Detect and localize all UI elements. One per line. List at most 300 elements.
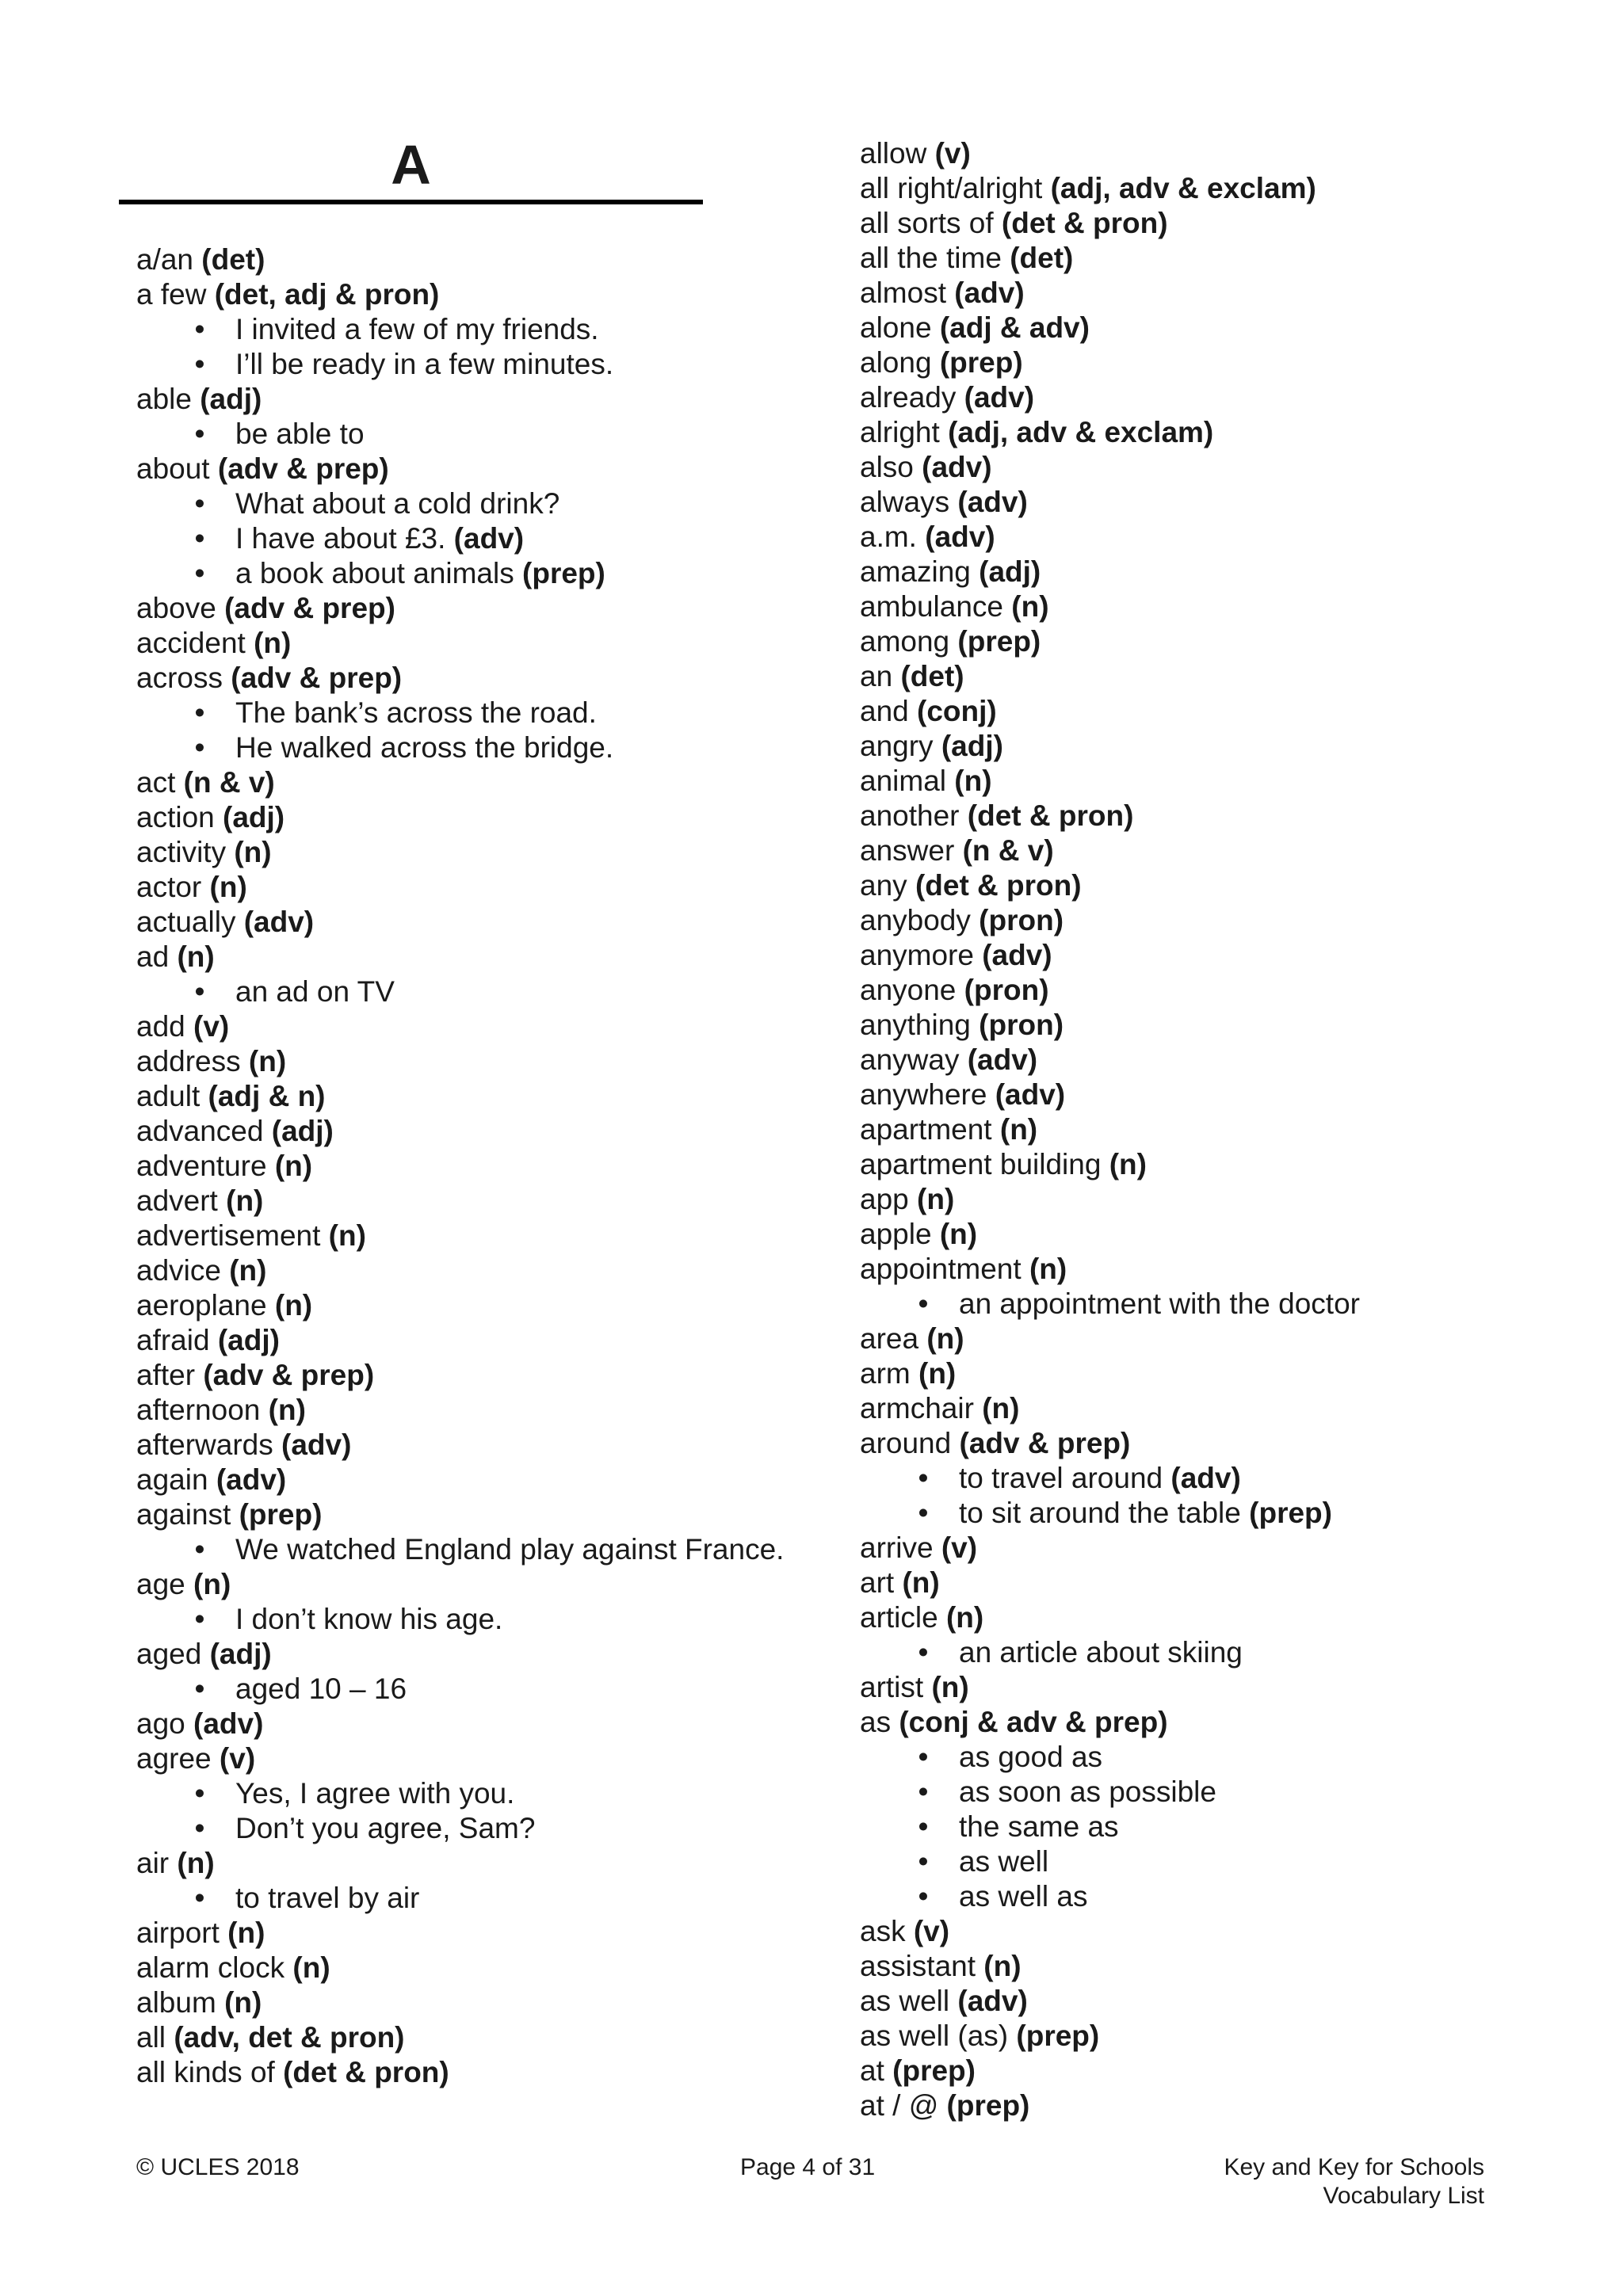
part-of-speech: (n) [227,1917,265,1949]
part-of-speech: (adv & prep) [217,452,389,485]
example-text: We watched England play against France. [235,1533,785,1566]
headword: advanced [136,1115,272,1147]
vocab-entry [136,1985,784,2020]
part-of-speech: (v) [193,1010,230,1043]
headword: a.m. [860,521,926,553]
example-item [860,1879,1360,1914]
headword: area [860,1322,927,1355]
part-of-speech: (adv) [453,522,525,555]
vocab-entry [860,1356,1360,1391]
vocab-entry [136,1184,784,1219]
part-of-speech: (n) [268,1394,306,1426]
example-text: The bank’s across the road. [235,696,597,729]
example-text: as good as [959,1741,1103,1773]
headword: adult [136,1080,208,1112]
example-text: an ad on TV [235,975,395,1008]
vocab-entry [860,1566,1360,1600]
example-text: a book about animals [235,557,523,589]
headword: already [860,381,964,414]
bullet-icon: • [194,557,205,589]
headword: a few [136,278,215,311]
headword: assistant [860,1950,984,1982]
example-item [136,696,784,730]
headword: another [860,799,968,832]
vocab-entry [860,1531,1360,1566]
part-of-speech: (n) [918,1357,957,1390]
part-of-speech: (v) [941,1531,978,1564]
vocab-entry [860,345,1360,380]
bullet-icon: • [918,1741,929,1773]
part-of-speech: (n) [234,836,272,868]
vocab-entry [860,1147,1360,1182]
vocab-entry [860,589,1360,624]
headword: answer [860,834,963,867]
vocab-entry [860,415,1360,450]
headword: agree [136,1742,220,1775]
headword: alarm clock [136,1951,293,1984]
headword: any [860,869,915,902]
vocab-entry [860,903,1360,938]
example-item [136,1602,784,1637]
headword: airport [136,1917,228,1949]
vocab-entry [860,206,1360,241]
headword: actor [136,871,210,903]
part-of-speech: (prep) [522,557,605,589]
bullet-icon: • [194,975,205,1008]
headword: aeroplane [136,1289,275,1322]
vocab-entry [136,1951,784,1985]
vocab-entry [136,1707,784,1741]
part-of-speech: (adv & prep) [203,1359,375,1391]
vocab-entry [136,242,784,277]
part-of-speech: (prep) [239,1498,323,1531]
headword: all sorts of [860,207,1002,239]
example-item [136,556,784,591]
headword: all kinds of [136,2056,284,2088]
part-of-speech: (n) [229,1254,267,1287]
vocab-entry [136,800,784,835]
vocab-entry [860,1217,1360,1252]
vocab-entry [860,311,1360,345]
headword: address [136,1045,249,1077]
part-of-speech: (adv) [957,486,1028,518]
part-of-speech: (n) [177,1847,215,1879]
vocab-entry [136,835,784,870]
headword: all [136,2021,174,2054]
vocab-entry [860,938,1360,973]
headword: armchair [860,1392,983,1425]
vocab-entry [860,799,1360,833]
part-of-speech: (prep) [1016,2019,1100,2052]
vocab-entry [860,1043,1360,1077]
part-of-speech: (adv) [216,1463,287,1496]
vocab-entry [136,626,784,661]
example-text: the same as [959,1810,1119,1843]
example-item [136,1532,784,1567]
vocab-entry [860,694,1360,729]
headword: around [860,1427,960,1459]
example-text: I don’t know his age. [235,1603,503,1635]
vocab-entry [860,1252,1360,1287]
part-of-speech: (adj) [271,1115,334,1147]
headword: arm [860,1357,918,1390]
footer-copyright: © UCLES 2018 [136,2154,300,2180]
part-of-speech: (n) [328,1219,366,1252]
headword: add [136,1010,194,1043]
headword: all the time [860,242,1010,274]
headword: as well [860,1985,958,2017]
vocab-entry [136,1846,784,1881]
example-text: He walked across the bridge. [235,731,614,764]
part-of-speech: (n & v) [962,834,1054,867]
part-of-speech: (det) [900,660,964,692]
part-of-speech: (det, adj & pron) [214,278,440,311]
vocab-entry [860,2019,1360,2054]
vocab-entry [860,1984,1360,2019]
part-of-speech: (n) [931,1671,969,1703]
vocab-entry [860,1391,1360,1426]
example-item [860,1775,1360,1810]
vocab-entry [860,1705,1360,1740]
part-of-speech: (n) [945,1601,984,1634]
headword: aged [136,1638,210,1670]
example-text: I have about £3. [235,522,454,555]
part-of-speech: (conj & adv & prep) [899,1706,1168,1738]
vocab-entry [136,1497,784,1532]
headword: among [860,625,958,658]
vocab-entry [136,1428,784,1463]
example-item [136,974,784,1009]
part-of-speech: (adj & n) [208,1080,326,1112]
headword: anymore [860,939,983,971]
vocab-entry [136,1358,784,1393]
headword: as [860,1706,899,1738]
part-of-speech: (adv) [281,1428,352,1461]
vocab-entry [136,382,784,417]
bullet-icon: • [194,1672,205,1705]
vocab-entry [860,833,1360,868]
example-item [136,312,784,347]
vocab-entry [860,973,1360,1008]
headword: album [136,1986,225,2019]
part-of-speech: (adv) [995,1078,1066,1111]
headword: action [136,801,223,833]
headword: alright [860,416,949,448]
headword: ask [860,1915,914,1947]
part-of-speech: (n) [177,940,215,973]
part-of-speech: (adv) [957,1985,1028,2017]
headword: ambulance [860,590,1012,623]
part-of-speech: (adj) [223,801,285,833]
part-of-speech: (adv & prep) [224,592,395,624]
part-of-speech: (n) [274,1289,313,1322]
bullet-icon: • [194,731,205,764]
vocab-entry [136,1463,784,1497]
example-text: to sit around the table [959,1497,1250,1529]
example-item [860,1461,1360,1496]
bullet-icon: • [194,1812,205,1844]
bullet-icon: • [194,313,205,345]
headword: anything [860,1009,980,1041]
headword: ad [136,940,178,973]
bullet-icon: • [918,1775,929,1808]
vocab-entry [136,870,784,905]
headword: amazing [860,555,980,588]
vocab-entry [860,171,1360,206]
vocab-entry [860,276,1360,311]
part-of-speech: (adv) [925,521,995,553]
headword: activity [136,836,235,868]
part-of-speech: (v) [219,1742,256,1775]
example-item [860,1635,1360,1670]
vocab-entry [860,1182,1360,1217]
vocab-entry [136,1567,784,1602]
part-of-speech: (adv) [964,381,1035,414]
vocab-entry [860,1426,1360,1461]
bullet-icon: • [918,1287,929,1320]
bullet-icon: • [918,1845,929,1878]
vocab-entry [136,1219,784,1253]
footer-page-number: Page 4 of 31 [740,2154,876,2180]
part-of-speech: (n) [209,871,247,903]
vocab-entry [136,940,784,974]
headword: art [860,1566,903,1599]
vocab-entry [860,624,1360,659]
headword: adventure [136,1150,275,1182]
vocab-entry [136,1009,784,1044]
example-text: to travel by air [235,1882,420,1914]
example-item [860,1496,1360,1531]
vocab-entry [136,1079,784,1114]
example-item [136,1672,784,1707]
vocab-entry [860,485,1360,520]
vocab-entry [136,1323,784,1358]
headword: article [860,1601,946,1634]
example-text: I invited a few of my friends. [235,313,599,345]
example-item [136,1776,784,1811]
headword: afternoon [136,1394,269,1426]
part-of-speech: (n) [982,1392,1020,1425]
part-of-speech: (adj) [217,1324,280,1356]
part-of-speech: (adv) [922,451,992,483]
part-of-speech: (n) [983,1950,1022,1982]
part-of-speech: (n) [1109,1148,1147,1180]
vocab-entry [860,136,1360,171]
example-text: I’ll be ready in a few minutes. [235,348,614,380]
vocab-entry [136,1741,784,1776]
example-text: Yes, I agree with you. [235,1777,515,1810]
headword: anybody [860,904,980,936]
part-of-speech: (det & pron) [1001,207,1168,239]
bullet-icon: • [918,1462,929,1494]
vocab-entry [860,729,1360,764]
headword: ago [136,1707,194,1740]
vocab-entry [136,2020,784,2055]
bullet-icon: • [194,522,205,555]
part-of-speech: (pron) [979,1009,1064,1041]
part-of-speech: (det) [201,243,265,276]
bullet-icon: • [194,1533,205,1566]
headword: all right/alright [860,172,1051,204]
part-of-speech: (adv) [1170,1462,1241,1494]
part-of-speech: (adv) [954,277,1025,309]
part-of-speech: (n) [226,1184,264,1217]
vocab-entry [860,1914,1360,1949]
right-column [860,136,1360,2123]
vocab-entry [860,1112,1360,1147]
part-of-speech: (n) [926,1322,964,1355]
left-column [136,242,784,2090]
example-text: an article about skiing [959,1636,1243,1669]
headword: accident [136,627,254,659]
vocab-entry [860,1077,1360,1112]
headword: an [860,660,901,692]
bullet-icon: • [194,1882,205,1914]
headword: about [136,452,218,485]
example-text: an appointment with the doctor [959,1287,1360,1320]
headword: along [860,346,940,379]
part-of-speech: (n) [193,1568,231,1600]
vocab-entry [860,1008,1360,1043]
part-of-speech: (adv & prep) [959,1427,1131,1459]
part-of-speech: (prep) [1249,1497,1332,1529]
vocab-entry [136,1288,784,1323]
part-of-speech: (n) [917,1183,955,1215]
part-of-speech: (adv & prep) [231,662,403,694]
headword: across [136,662,231,694]
part-of-speech: (adj) [209,1638,272,1670]
headword: arrive [860,1531,941,1564]
part-of-speech: (n & v) [183,766,275,799]
headword: apartment [860,1113,1000,1146]
headword: angry [860,730,941,762]
headword: anywhere [860,1078,995,1111]
vocab-entry [136,452,784,486]
headword: and [860,695,918,727]
headword: almost [860,277,955,309]
vocab-entry [136,1149,784,1184]
part-of-speech: (n) [902,1566,940,1599]
headword: animal [860,765,955,797]
part-of-speech: (adj) [979,555,1041,588]
part-of-speech: (adj, adv & exclam) [948,416,1214,448]
part-of-speech: (prep) [892,2054,976,2087]
footer-title-line2: Vocabulary List [1323,2183,1484,2209]
part-of-speech: (adj & adv) [939,311,1090,344]
part-of-speech: (adv) [193,1707,264,1740]
part-of-speech: (v) [934,137,971,170]
vocab-entry [860,380,1360,415]
bullet-icon: • [194,696,205,729]
example-item [860,1287,1360,1322]
headword: appointment [860,1253,1029,1285]
vocab-entry [136,1393,784,1428]
example-item [860,1810,1360,1844]
part-of-speech: (n) [954,765,992,797]
vocab-entry [860,659,1360,694]
headword: at / @ [860,2089,947,2122]
part-of-speech: (pron) [964,974,1049,1006]
part-of-speech: (n) [939,1218,978,1250]
vocab-entry [860,450,1360,485]
heading-rule [119,200,703,204]
headword: anyway [860,1043,968,1076]
vocab-entry [860,1322,1360,1356]
vocab-entry [860,555,1360,589]
vocab-entry [860,2054,1360,2088]
headword: apartment building [860,1148,1109,1180]
vocab-entry [136,591,784,626]
vocab-entry [136,1044,784,1079]
bullet-icon: • [194,487,205,520]
headword: artist [860,1671,932,1703]
part-of-speech: (n) [292,1951,330,1984]
headword: as well (as) [860,2019,1017,2052]
headword: also [860,451,922,483]
part-of-speech: (det & pron) [283,2056,449,2088]
headword: allow [860,137,935,170]
headword: afterwards [136,1428,282,1461]
example-text: aged 10 – 16 [235,1672,407,1705]
headword: air [136,1847,178,1879]
vocab-entry [860,241,1360,276]
headword: act [136,766,184,799]
part-of-speech: (conj) [917,695,997,727]
headword: app [860,1183,918,1215]
bullet-icon: • [918,1880,929,1913]
example-text: as well as [959,1880,1088,1913]
headword: able [136,383,200,415]
example-item [136,1811,784,1846]
example-text: be able to [235,418,365,450]
example-item [136,486,784,521]
part-of-speech: (adj) [200,383,262,415]
bullet-icon: • [918,1497,929,1529]
example-item [136,347,784,382]
headword: advertisement [136,1219,329,1252]
headword: advert [136,1184,227,1217]
example-text: to travel around [959,1462,1171,1494]
vocab-entry [136,277,784,312]
bullet-icon: • [918,1810,929,1843]
vocab-entry [860,2088,1360,2123]
footer-title-line1: Key and Key for Schools [1224,2154,1484,2180]
headword: against [136,1498,239,1531]
part-of-speech: (det & pron) [967,799,1134,832]
example-text: Don’t you agree, Sam? [235,1812,536,1844]
part-of-speech: (n) [254,627,292,659]
vocab-entry [860,764,1360,799]
headword: afraid [136,1324,218,1356]
example-item [136,417,784,452]
headword: always [860,486,958,518]
example-item [860,1844,1360,1879]
part-of-speech: (n) [248,1045,287,1077]
example-item [136,521,784,556]
headword: alone [860,311,940,344]
bullet-icon: • [194,1603,205,1635]
example-item [860,1740,1360,1775]
part-of-speech: (prep) [957,625,1041,658]
bullet-icon: • [194,1777,205,1810]
headword: anyone [860,974,964,1006]
headword: a/an [136,243,202,276]
part-of-speech: (n) [999,1113,1038,1146]
vocab-entry [860,1600,1360,1635]
headword: advice [136,1254,230,1287]
headword: actually [136,906,244,938]
part-of-speech: (prep) [946,2089,1030,2122]
